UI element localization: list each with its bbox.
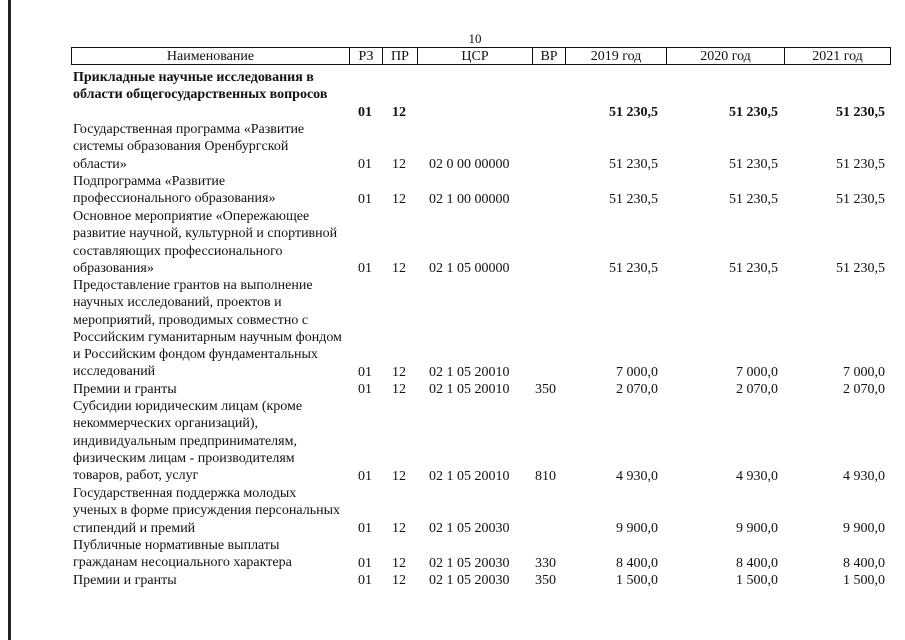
row-pr: 12 bbox=[392, 156, 406, 172]
header-vr: ВР bbox=[532, 47, 566, 65]
row-pr: 12 bbox=[392, 260, 406, 276]
row-2020: 4 930,0 bbox=[736, 468, 778, 484]
row-name: Государственная программа «Развитие системы образования Оренбургской области» bbox=[73, 122, 305, 172]
row-2019: 51 230,5 bbox=[609, 191, 658, 207]
table-row bbox=[0, 381, 905, 398]
row-rz: 01 bbox=[358, 156, 372, 172]
row-2021: 7 000,0 bbox=[843, 364, 885, 380]
row-pr: 12 bbox=[392, 191, 406, 207]
row-pr: 12 bbox=[392, 364, 406, 380]
row-vr: 330 bbox=[535, 555, 556, 571]
header-2020: 2020 год bbox=[666, 47, 785, 65]
row-vr: 350 bbox=[535, 572, 556, 588]
row-rz: 01 bbox=[358, 260, 372, 276]
row-name: Государственная поддержка молодых ученых в форме присуждения персональных стипендий и премий bbox=[73, 486, 340, 536]
row-pr: 12 bbox=[392, 104, 406, 120]
row-vr: 810 bbox=[535, 468, 556, 484]
row-csr: 02 1 05 20010 bbox=[429, 364, 510, 380]
row-rz: 01 bbox=[358, 381, 372, 397]
row-vr: 350 bbox=[535, 381, 556, 397]
row-pr: 12 bbox=[392, 555, 406, 571]
row-name: Субсидии юридическим лицам (кроме некоммерческих организаций), индивидуальным предпринимателям, физическим лицам - производителям товаров, работ, услуг bbox=[73, 399, 303, 484]
row-2020: 7 000,0 bbox=[736, 364, 778, 380]
row-name: Публичные нормативные выплаты гражданам несоциального характера bbox=[73, 538, 292, 571]
table-row bbox=[0, 173, 905, 208]
row-csr: 02 1 05 20030 bbox=[429, 572, 510, 588]
row-pr: 12 bbox=[392, 381, 406, 397]
row-2021: 4 930,0 bbox=[843, 468, 885, 484]
row-name: Премии и гранты bbox=[73, 382, 177, 397]
row-rz: 01 bbox=[358, 520, 372, 536]
row-2019: 51 230,5 bbox=[609, 260, 658, 276]
row-name: Премии и гранты bbox=[73, 573, 177, 588]
row-2021: 1 500,0 bbox=[843, 572, 885, 588]
row-csr: 02 1 05 20030 bbox=[429, 555, 510, 571]
table-row bbox=[0, 69, 905, 121]
row-csr: 02 1 05 20010 bbox=[429, 468, 510, 484]
row-rz: 01 bbox=[358, 191, 372, 207]
row-2021: 8 400,0 bbox=[843, 555, 885, 571]
row-pr: 12 bbox=[392, 520, 406, 536]
row-2019: 1 500,0 bbox=[616, 572, 658, 588]
row-2021: 51 230,5 bbox=[836, 260, 885, 276]
row-2019: 8 400,0 bbox=[616, 555, 658, 571]
row-2020: 9 900,0 bbox=[736, 520, 778, 536]
row-name: Подпрограмма «Развитие профессионального образования» bbox=[73, 174, 276, 207]
header-rz: РЗ bbox=[349, 47, 383, 65]
row-2021: 51 230,5 bbox=[836, 156, 885, 172]
row-2020: 8 400,0 bbox=[736, 555, 778, 571]
row-rz: 01 bbox=[358, 555, 372, 571]
header-2021: 2021 год bbox=[784, 47, 891, 65]
row-name: Предоставление грантов на выполнение научных исследований, проектов и мероприятий, проводимых совместно с Российским гуманитарным научным фондом и Российским фондом фундаментальных исследований bbox=[73, 278, 342, 380]
table-row bbox=[0, 121, 905, 173]
row-2019: 51 230,5 bbox=[609, 156, 658, 172]
row-pr: 12 bbox=[392, 468, 406, 484]
header-pr: ПР bbox=[382, 47, 418, 65]
row-csr: 02 1 05 00000 bbox=[429, 260, 510, 276]
table-row bbox=[0, 537, 905, 572]
row-2020: 1 500,0 bbox=[736, 572, 778, 588]
row-name: Прикладные научные исследования в области общегосударственных вопросов bbox=[73, 70, 328, 103]
row-2020: 51 230,5 bbox=[729, 260, 778, 276]
row-2020: 2 070,0 bbox=[736, 381, 778, 397]
row-name: Основное мероприятие «Опережающее развитие научной, культурной и спортивной составляющих профессионального образования» bbox=[73, 209, 338, 276]
row-2021: 51 230,5 bbox=[836, 191, 885, 207]
page-number: 10 bbox=[468, 31, 482, 46]
header-csr: ЦСР bbox=[417, 47, 533, 65]
row-2021: 2 070,0 bbox=[843, 381, 885, 397]
row-rz: 01 bbox=[358, 104, 372, 120]
table-row bbox=[0, 572, 905, 589]
row-2021: 51 230,5 bbox=[836, 104, 885, 120]
table-row bbox=[0, 485, 905, 537]
row-2019: 9 900,0 bbox=[616, 520, 658, 536]
row-csr: 02 1 00 00000 bbox=[429, 191, 510, 207]
row-2019: 51 230,5 bbox=[609, 104, 658, 120]
row-2020: 51 230,5 bbox=[729, 191, 778, 207]
table-row bbox=[0, 208, 905, 277]
row-rz: 01 bbox=[358, 572, 372, 588]
row-csr: 02 1 05 20030 bbox=[429, 520, 510, 536]
row-pr: 12 bbox=[392, 572, 406, 588]
row-2019: 2 070,0 bbox=[616, 381, 658, 397]
row-2020: 51 230,5 bbox=[729, 156, 778, 172]
row-2019: 7 000,0 bbox=[616, 364, 658, 380]
row-rz: 01 bbox=[358, 364, 372, 380]
row-2021: 9 900,0 bbox=[843, 520, 885, 536]
row-csr: 02 0 00 00000 bbox=[429, 156, 510, 172]
table-row bbox=[0, 277, 905, 381]
row-csr: 02 1 05 20010 bbox=[429, 381, 510, 397]
row-rz: 01 bbox=[358, 468, 372, 484]
table-row bbox=[0, 398, 905, 485]
row-2019: 4 930,0 bbox=[616, 468, 658, 484]
row-2020: 51 230,5 bbox=[729, 104, 778, 120]
header-name: Наименование bbox=[71, 47, 350, 65]
header-2019: 2019 год bbox=[565, 47, 667, 65]
